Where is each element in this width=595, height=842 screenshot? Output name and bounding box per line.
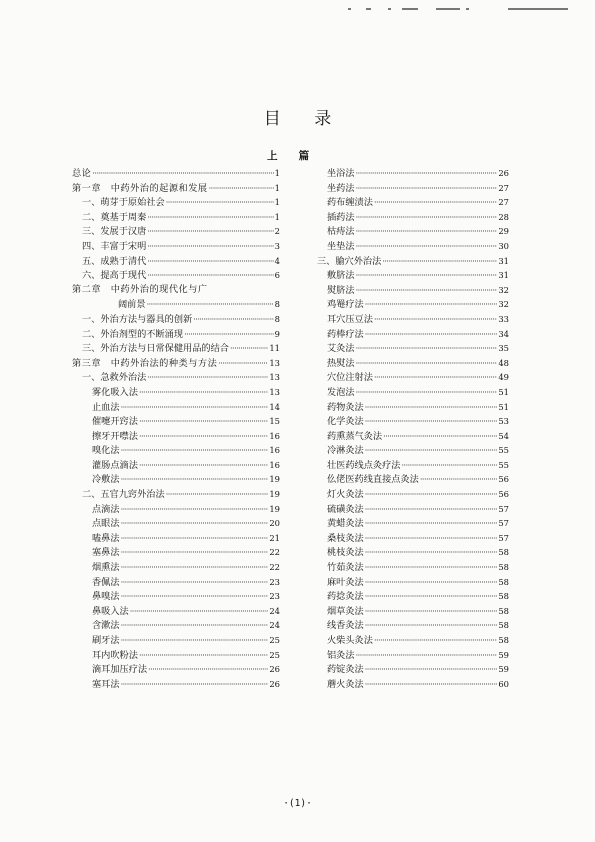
toc-entry-label: 冷淋灸法 <box>327 445 364 457</box>
toc-entry-page: 49 <box>498 372 509 383</box>
toc-entry-page: 26 <box>269 664 280 675</box>
toc-entry-page: 57 <box>498 532 509 543</box>
toc-entry-page: 19 <box>269 503 280 514</box>
toc-entry-page: 27 <box>498 197 509 208</box>
toc-entry-page: 58 <box>498 605 509 616</box>
toc-entry-label: 坐垫法 <box>327 240 355 252</box>
toc-leader-dots <box>382 255 497 270</box>
toc-entry-page: 51 <box>498 386 509 397</box>
toc-leader-dots <box>147 255 273 270</box>
toc-entry-label: 烟熏法 <box>92 562 120 574</box>
toc-leader-dots <box>184 328 274 343</box>
toc-entry-label: 铝灸法 <box>327 649 355 661</box>
toc-entry-label: 耳穴压豆法 <box>327 313 373 325</box>
toc-entry <box>72 648 280 663</box>
toc-left-column <box>72 166 280 691</box>
toc-leader-dots <box>121 401 269 416</box>
toc-entry-label: 鼻嗅法 <box>92 591 120 603</box>
page-title <box>0 104 595 129</box>
toc-leader-dots <box>121 619 269 634</box>
toc-entry <box>307 414 509 429</box>
toc-leader-dots <box>402 459 498 474</box>
toc-leader-dots <box>121 590 269 605</box>
toc-entry-page: 29 <box>498 226 509 237</box>
toc-entry-page: 20 <box>269 518 280 529</box>
toc-entry <box>72 414 280 429</box>
toc-entry-label: 三、腧穴外治法 <box>317 255 382 267</box>
toc-entry-page: 16 <box>269 430 280 441</box>
toc-entry-label: 麻叶灸法 <box>327 576 364 588</box>
toc-leader-dots <box>365 503 498 518</box>
toc-entry-page: 33 <box>498 313 509 324</box>
toc-entry <box>72 356 280 371</box>
toc-entry <box>72 195 280 210</box>
toc-entry-label: 三、外治方法与日常保健用品的结合 <box>82 343 229 355</box>
toc-entry <box>72 662 280 677</box>
toc-entry <box>72 297 280 312</box>
toc-leader-dots <box>356 240 498 255</box>
toc-entry-label: 鼻吸入法 <box>92 605 129 617</box>
toc-entry <box>307 210 509 225</box>
toc-entry-label: 熨脐法 <box>327 284 355 296</box>
toc-entry-label: 药布缠渍法 <box>327 197 373 209</box>
scan-marks <box>340 8 590 14</box>
toc-entry <box>72 604 280 619</box>
toc-entry-page: 54 <box>498 430 509 441</box>
page-number: ·(1)· <box>283 798 312 809</box>
toc-entry-page: 60 <box>498 678 509 689</box>
toc-leader-dots <box>374 196 497 211</box>
toc-leader-dots <box>365 546 498 561</box>
toc-entry <box>72 166 280 181</box>
toc-entry-label: 药棒疗法 <box>327 328 364 340</box>
toc-entry <box>307 268 509 283</box>
toc-entry-label: 敷脐法 <box>327 270 355 282</box>
toc-leader-dots <box>365 415 498 430</box>
toc-entry-label: 止血法 <box>92 401 120 413</box>
toc-leader-dots <box>374 634 497 649</box>
toc-entry <box>307 239 509 254</box>
toc-entry-page: 59 <box>498 664 509 675</box>
toc-entry <box>307 166 509 181</box>
toc-entry <box>72 458 280 473</box>
toc-entry <box>307 604 509 619</box>
toc-entry <box>307 662 509 677</box>
toc-entry-page: 2 <box>274 226 280 237</box>
toc-entry <box>307 618 509 633</box>
toc-entry-page: 58 <box>498 547 509 558</box>
toc-entry <box>307 677 509 692</box>
toc-entry-page: 13 <box>269 357 280 368</box>
toc-leader-dots <box>139 386 268 401</box>
part-heading-char-1: 上 <box>267 150 278 162</box>
toc-entry <box>307 560 509 575</box>
toc-entry-label: 药锭灸法 <box>327 664 364 676</box>
toc-entry-page: 56 <box>498 489 509 500</box>
toc-entry-page: 3 <box>274 240 280 251</box>
toc-entry-label: 药熏蒸气灸法 <box>327 430 383 442</box>
toc-leader-dots <box>209 182 274 197</box>
toc-entry <box>72 516 280 531</box>
toc-entry <box>307 545 509 560</box>
toc-entry-page: 32 <box>498 299 509 310</box>
toc-entry <box>307 429 509 444</box>
toc-entry-page: 13 <box>269 372 280 383</box>
toc-leader-dots <box>147 371 268 386</box>
toc-entry <box>307 195 509 210</box>
toc-entry <box>307 297 509 312</box>
toc-entry-page: 53 <box>498 416 509 427</box>
toc-leader-dots <box>166 488 269 503</box>
toc-entry-label: 耳内吹粉法 <box>92 649 138 661</box>
toc-leader-dots <box>121 473 269 488</box>
toc-entry-page: 16 <box>269 445 280 456</box>
toc-leader-dots <box>92 167 273 182</box>
toc-entry-label: 擦牙开噤法 <box>92 430 138 442</box>
toc-entry-page: 25 <box>269 649 280 660</box>
toc-leader-dots <box>356 342 498 357</box>
toc-entry-label: 一、萌芽于原始社会 <box>82 197 165 209</box>
toc-entry-label: 塞耳法 <box>92 678 120 690</box>
toc-entry-page: 56 <box>498 474 509 485</box>
toc-entry-page: 19 <box>269 474 280 485</box>
toc-right-column <box>307 166 509 691</box>
toc-entry <box>72 472 280 487</box>
toc-entry-page: 26 <box>498 168 509 178</box>
toc-entry-label: 催嚏开窍法 <box>92 416 138 428</box>
toc-entry-page: 13 <box>269 386 280 397</box>
toc-entry-page: 26 <box>269 678 280 689</box>
toc-entry-page: 1 <box>274 197 280 208</box>
toc-entry-page: 21 <box>269 532 280 543</box>
toc-entry-label: 坐药法 <box>327 182 355 194</box>
toc-entry-page: 58 <box>498 620 509 631</box>
toc-entry-page: 34 <box>498 328 509 339</box>
toc-leader-dots <box>139 459 268 474</box>
toc-entry-page: 1 <box>274 168 280 178</box>
toc-entry-label: 鸡罨疗法 <box>327 299 364 311</box>
toc-entry-page: 8 <box>274 313 280 324</box>
toc-entry-label: 一、外治方法与器具的创新 <box>82 313 193 325</box>
toc-leader-dots <box>356 211 498 226</box>
toc-entry-label: 烟草灸法 <box>327 605 364 617</box>
toc-entry-page: 14 <box>269 401 280 412</box>
toc-leader-dots <box>365 532 498 547</box>
toc-entry-label: 雾化吸入法 <box>92 386 138 398</box>
toc-leader-dots <box>147 211 273 226</box>
toc-entry-label: 四、丰富于宋明 <box>82 240 147 252</box>
toc-entry <box>72 268 280 283</box>
toc-entry <box>72 181 280 196</box>
toc-entry <box>307 487 509 502</box>
toc-entry <box>72 400 280 415</box>
toc-entry-label: 二、五官九窍外治法 <box>82 489 165 501</box>
toc-leader-dots <box>193 313 273 328</box>
part-heading-char-2: 篇 <box>298 150 310 162</box>
toc-leader-dots <box>121 517 269 532</box>
toc-entry-page: 24 <box>269 605 280 616</box>
toc-leader-dots <box>148 663 268 678</box>
toc-entry-label: 枯痔法 <box>327 226 355 238</box>
toc-entry-label: 壮医药线点灸疗法 <box>327 459 401 471</box>
toc-entry-page: 35 <box>498 343 509 354</box>
toc-leader-dots <box>365 517 498 532</box>
toc-entry-label: 总论 <box>72 168 92 179</box>
toc-entry <box>72 239 280 254</box>
toc-entry-page: 58 <box>498 576 509 587</box>
toc-leader-dots <box>139 415 268 430</box>
toc-entry-page: 11 <box>269 343 280 354</box>
toc-entry <box>72 545 280 560</box>
toc-entry-label: 阔前景 <box>118 299 146 311</box>
toc-entry-page: 16 <box>269 459 280 470</box>
title-char-2: 录 <box>314 109 332 129</box>
toc-entry-page: 1 <box>274 182 280 193</box>
toc-entry-label: 穴位注射法 <box>327 372 373 384</box>
toc-entry-page: 23 <box>269 576 280 587</box>
toc-entry-label: 二、奠基于周秦 <box>82 211 147 223</box>
toc-leader-dots <box>121 678 269 693</box>
toc-entry-page: 31 <box>498 255 509 266</box>
toc-entry-label: 嗑鼻法 <box>92 532 120 544</box>
toc-entry-label: 灯火灸法 <box>327 489 364 501</box>
toc-entry-page: 15 <box>269 416 280 427</box>
toc-entry-page: 23 <box>269 591 280 602</box>
toc-entry-page: 1 <box>274 211 280 222</box>
toc-entry-label: 药物灸法 <box>327 401 364 413</box>
toc-entry-label: 香佩法 <box>92 576 120 588</box>
toc-entry-label: 仫佬医药线直接点灸法 <box>327 474 419 486</box>
toc-entry-label: 嗅化法 <box>92 445 120 457</box>
toc-entry-page: 27 <box>498 182 509 193</box>
toc-entry-page: 48 <box>498 357 509 368</box>
toc-leader-dots <box>230 342 268 357</box>
toc-entry <box>307 370 509 385</box>
toc-entry <box>72 385 280 400</box>
toc-entry-label: 塞鼻法 <box>92 547 120 559</box>
toc-entry-page: 22 <box>269 547 280 558</box>
toc-leader-dots <box>121 503 269 518</box>
toc-entry-label: 第一章 中药外治的起源和发展 <box>72 182 208 194</box>
toc-entry-page: 57 <box>498 518 509 529</box>
title-char-1: 目 <box>263 109 281 129</box>
toc-entry <box>72 531 280 546</box>
toc-entry-label: 线香灸法 <box>327 620 364 632</box>
toc-entry-page: 51 <box>498 401 509 412</box>
toc-leader-dots <box>365 561 498 576</box>
toc-entry-label: 热熨法 <box>327 357 355 369</box>
toc-leader-dots <box>365 619 498 634</box>
toc-entry <box>72 224 280 239</box>
toc-leader-dots <box>365 605 498 620</box>
toc-leader-dots <box>121 546 269 561</box>
toc-entry <box>72 677 280 692</box>
toc-leader-dots <box>139 430 268 445</box>
toc-leader-dots <box>147 269 273 284</box>
toc-entry <box>307 385 509 400</box>
toc-entry-page: 25 <box>269 635 280 645</box>
toc-leader-dots <box>365 488 498 503</box>
toc-entry-label: 竹茹灸法 <box>327 562 364 574</box>
toc-entry-label: 坐浴法 <box>327 168 355 179</box>
toc-leader-dots <box>365 678 498 693</box>
toc-leader-dots <box>420 473 497 488</box>
toc-entry <box>307 575 509 590</box>
toc-entry <box>307 502 509 517</box>
toc-entry-page: 58 <box>498 591 509 602</box>
toc-entry <box>72 487 280 502</box>
toc-entry <box>72 575 280 590</box>
toc-entry <box>307 531 509 546</box>
toc-entry-page: 55 <box>498 445 509 456</box>
toc-entry-page: 9 <box>274 328 280 339</box>
toc-entry-label: 艾灸法 <box>327 343 355 355</box>
toc-leader-dots <box>121 561 269 576</box>
toc-entry <box>307 589 509 604</box>
toc-entry <box>72 327 280 342</box>
toc-entry <box>307 633 509 648</box>
toc-entry-label: 三、发展于汉唐 <box>82 226 147 238</box>
toc-entry-page: 30 <box>498 240 509 251</box>
toc-entry-label: 蘑火灸法 <box>327 678 364 690</box>
toc-entry <box>72 589 280 604</box>
toc-entry-label: 冷敷法 <box>92 474 120 486</box>
toc-entry-label: 第三章 中药外治法的种类与方法 <box>72 357 218 369</box>
toc-leader-dots <box>365 401 498 416</box>
toc-leader-dots <box>130 605 269 620</box>
toc-entry <box>72 502 280 517</box>
toc-entry-page: 57 <box>498 503 509 514</box>
toc-entry-label: 硫磺灸法 <box>327 503 364 515</box>
toc-entry-label: 灌肠点滴法 <box>92 459 138 471</box>
toc-leader-dots <box>356 284 498 299</box>
toc-entry-label: 点滴法 <box>92 503 120 515</box>
toc-entry <box>72 633 280 648</box>
toc-entry <box>307 341 509 356</box>
toc-entry-page: 6 <box>274 270 280 281</box>
toc-entry <box>307 356 509 371</box>
toc-entry <box>307 181 509 196</box>
toc-entry-label: 五、成熟于清代 <box>82 255 147 267</box>
toc-entry <box>307 327 509 342</box>
toc-leader-dots <box>121 444 269 459</box>
toc-entry-label: 二、外治剂型的不断涌现 <box>82 328 184 340</box>
toc-entry <box>72 370 280 385</box>
toc-entry-page: 19 <box>269 489 280 500</box>
part-heading <box>267 148 347 163</box>
toc-entry <box>72 429 280 444</box>
toc-leader-dots <box>365 663 498 678</box>
toc-entry-label: 火柴头灸法 <box>327 635 373 646</box>
toc-entry-label: 药捻灸法 <box>327 591 364 603</box>
toc-leader-dots <box>356 649 498 664</box>
toc-entry <box>72 312 280 327</box>
toc-leader-dots <box>383 430 497 445</box>
toc-entry-page: 28 <box>498 211 509 222</box>
toc-leader-dots <box>139 649 268 664</box>
toc-entry-label: 化学灸法 <box>327 416 364 428</box>
toc-entry-page: 55 <box>498 459 509 470</box>
toc-entry <box>72 210 280 225</box>
toc-entry-label: 点眼法 <box>92 518 120 530</box>
toc-entry <box>72 618 280 633</box>
toc-entry-label: 一、急救外治法 <box>82 372 147 384</box>
toc-leader-dots <box>166 196 274 211</box>
toc-leader-dots <box>365 328 498 343</box>
toc-entry <box>307 400 509 415</box>
toc-entry-label: 六、提高于现代 <box>82 270 147 282</box>
toc-leader-dots <box>365 298 498 313</box>
toc-leader-dots <box>121 576 269 591</box>
toc-entry-label: 滴耳加压疗法 <box>92 664 148 676</box>
toc-entry-page: 24 <box>269 620 280 631</box>
toc-entry-page: 8 <box>274 299 280 310</box>
toc-leader-dots <box>218 357 268 372</box>
toc-leader-dots <box>356 386 498 401</box>
toc-leader-dots <box>365 576 498 591</box>
toc-entry <box>72 443 280 458</box>
toc-leader-dots <box>147 240 273 255</box>
toc-entry <box>307 472 509 487</box>
toc-entry-page: 58 <box>498 562 509 573</box>
toc-leader-dots <box>356 182 498 197</box>
toc-entry-label: 发泡法 <box>327 386 355 398</box>
toc-leader-dots <box>356 167 498 182</box>
toc-entry <box>307 443 509 458</box>
toc-entry <box>307 254 509 269</box>
toc-entry-page: 59 <box>498 649 509 660</box>
toc-entry-label: 桑枝灸法 <box>327 532 364 544</box>
toc-entry-label: 含漱法 <box>92 620 120 632</box>
toc-entry-label: 刷牙法 <box>92 635 120 646</box>
toc-leader-dots <box>365 444 498 459</box>
toc-entry-label: 桃枝灸法 <box>327 547 364 559</box>
toc-entry <box>307 516 509 531</box>
toc-entry <box>72 560 280 575</box>
toc-entry <box>307 312 509 327</box>
toc-entry <box>72 254 280 269</box>
toc-entry <box>307 458 509 473</box>
toc-entry-label: 黄蜡灸法 <box>327 518 364 530</box>
toc-leader-dots <box>356 357 498 372</box>
toc-entry <box>72 283 280 298</box>
toc-entry-page: 32 <box>498 284 509 295</box>
toc-entry-page: 4 <box>274 255 280 266</box>
toc-entry-page: 58 <box>498 635 509 645</box>
toc-leader-dots <box>356 269 498 284</box>
toc-leader-dots <box>121 634 269 649</box>
toc-leader-dots <box>356 225 498 240</box>
toc-entry <box>72 341 280 356</box>
toc-entry-page: 22 <box>269 562 280 573</box>
toc-leader-dots <box>147 225 273 240</box>
toc-entry-page: 31 <box>498 270 509 281</box>
toc-entry <box>307 283 509 298</box>
toc-entry-label: 第二章 中药外治的现代化与广 <box>72 283 208 295</box>
toc-entry-label: 插药法 <box>327 211 355 223</box>
toc-leader-dots <box>374 371 497 386</box>
toc-leader-dots <box>365 590 498 605</box>
toc-leader-dots <box>121 532 269 547</box>
toc-entry <box>307 224 509 239</box>
toc-leader-dots <box>147 298 274 313</box>
toc-leader-dots <box>374 313 497 328</box>
toc-entry <box>307 648 509 663</box>
